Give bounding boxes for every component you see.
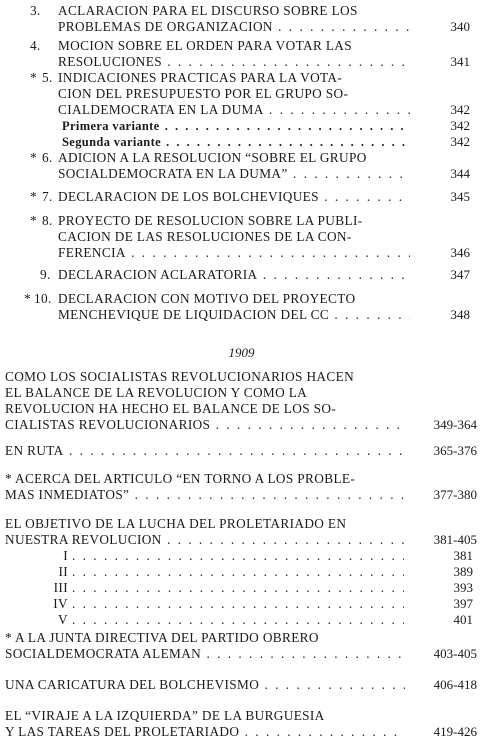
entry-title-line: CION DEL PRESUPUESTO POR EL GRUPO SO- <box>58 86 349 101</box>
entry-number: 10. <box>34 291 52 306</box>
part-numeral: III <box>53 580 68 595</box>
page-number: 365-376 <box>433 443 477 458</box>
page-number: 397 <box>453 596 473 611</box>
page-number: 348 <box>450 307 470 322</box>
entry-title-line: COMO LOS SOCIALISTAS REVOLUCIONARIOS HACEN <box>5 369 355 384</box>
star-marker: * <box>5 630 12 645</box>
entry-title-line: Y LAS TAREAS DEL PROLETARIADO . . . <box>5 724 405 740</box>
page-number: 342 <box>450 134 470 149</box>
part-numeral: V <box>58 612 68 627</box>
entry-title-line: FERENCIA . . . <box>58 245 410 261</box>
entry-title-line: MOCION SOBRE EL ORDEN PARA VOTAR LAS <box>58 38 353 53</box>
entry-title-line: DECLARACION CON MOTIVO DEL PROYECTO <box>58 291 356 306</box>
star-marker: * <box>30 213 37 228</box>
entry-title-line: ACERCA DEL ARTICULO “EN TORNO A LOS PROBLE- <box>15 471 356 486</box>
page-number: 401 <box>453 612 473 627</box>
entry-title-line: REVOLUCION HA HECHO EL BALANCE DE LOS SO- <box>5 401 337 416</box>
entry-number: 4. <box>30 38 41 53</box>
star-marker: * <box>5 471 12 486</box>
page-number: 377-380 <box>433 487 477 502</box>
entry-title-line: CIALISTAS REVOLUCIONARIOS . . . <box>5 417 405 433</box>
part-numeral: II <box>58 564 68 579</box>
star-marker: * <box>30 150 37 165</box>
entry-title-line: ACLARACION PARA EL DISCURSO SOBRE LOS <box>58 3 358 18</box>
entry-number: 8. <box>42 213 53 228</box>
part-leader <box>72 612 404 628</box>
page-number: 340 <box>450 19 470 34</box>
entry-title-line: RESOLUCIONES . . . <box>58 54 410 70</box>
part-leader <box>72 548 404 564</box>
entry-title-line: PROBLEMAS DE ORGANIZACION . . . <box>58 19 410 35</box>
part-numeral: IV <box>53 596 68 611</box>
page-number: 381 <box>453 548 473 563</box>
page-number: 393 <box>453 580 473 595</box>
star-marker: * <box>30 70 37 85</box>
page-number: 341 <box>450 54 470 69</box>
entry-number: 5. <box>42 70 53 85</box>
entry-title-line: PROYECTO DE RESOLUCION SOBRE LA PUBLI- <box>58 213 363 228</box>
page-number: 345 <box>450 189 470 204</box>
page-number: 403-405 <box>433 646 477 661</box>
part-leader <box>72 596 404 612</box>
page-number: 389 <box>453 564 473 579</box>
star-marker: * <box>30 189 37 204</box>
entry-title-line: CIALDEMOCRATA EN LA DUMA . . . <box>58 102 410 118</box>
page-number: 344 <box>450 166 470 181</box>
entry-title-line: MENCHEVIQUE DE LIQUIDACION DEL CC . . . <box>58 307 410 323</box>
entry-title-line: CACION DE LAS RESOLUCIONES DE LA CON- <box>58 229 352 244</box>
entry-title-line: MAS INMEDIATOS” . . . <box>5 487 405 503</box>
entry-title-line: ADICION A LA RESOLUCION “SOBRE EL GRUPO <box>58 150 367 165</box>
part-numeral: I <box>63 548 68 563</box>
entry-title-line: UNA CARICATURA DEL BOLCHEVISMO . . . <box>5 677 405 693</box>
entry-number: 7. <box>42 189 53 204</box>
page-number: 342 <box>450 118 470 133</box>
entry-title-line: EL OBJETIVO DE LA LUCHA DEL PROLETARIADO EN <box>5 516 347 531</box>
entry-number: 3. <box>30 3 41 18</box>
page-number: 381-405 <box>433 532 477 547</box>
part-leader <box>72 564 404 580</box>
part-leader <box>72 580 404 596</box>
entry-number: 9. <box>40 267 51 282</box>
star-marker: * <box>24 291 31 306</box>
entry-title-line: DECLARACION DE LOS BOLCHEVIQUES . . . <box>58 189 410 205</box>
entry-title-line: EL “VIRAJE A LA IZQUIERDA” DE LA BURGUESIA <box>5 708 325 723</box>
page-number: 346 <box>450 245 470 260</box>
entry-title-line: SOCIALDEMOCRATA ALEMAN . . . <box>5 646 405 662</box>
variant-label: Segunda variante . . . <box>62 134 410 150</box>
entry-number: 6. <box>42 150 53 165</box>
entry-title-line: NUESTRA REVOLUCION . . . <box>5 532 405 548</box>
page-number: 419-426 <box>433 724 477 739</box>
entry-title-line: SOCIALDEMOCRATA EN LA DUMA” . . . <box>58 166 410 182</box>
page-number: 349-364 <box>433 417 477 432</box>
entry-title-line: INDICACIONES PRACTICAS PARA LA VOTA- <box>58 70 343 85</box>
year-heading: 1909 <box>228 345 255 360</box>
page-number: 406-418 <box>433 677 477 692</box>
page-number: 342 <box>450 102 470 117</box>
entry-title-line: A LA JUNTA DIRECTIVA DEL PARTIDO OBRERO <box>15 630 319 645</box>
variant-label: Primera variante . . . <box>62 118 410 134</box>
entry-title-line: EN RUTA . . . <box>5 443 405 459</box>
entry-title-line: EL BALANCE DE LA REVOLUCION Y COMO LA <box>5 385 308 400</box>
page-number: 347 <box>450 267 470 282</box>
entry-title-line: DECLARACION ACLARATORIA . . . <box>58 267 410 283</box>
